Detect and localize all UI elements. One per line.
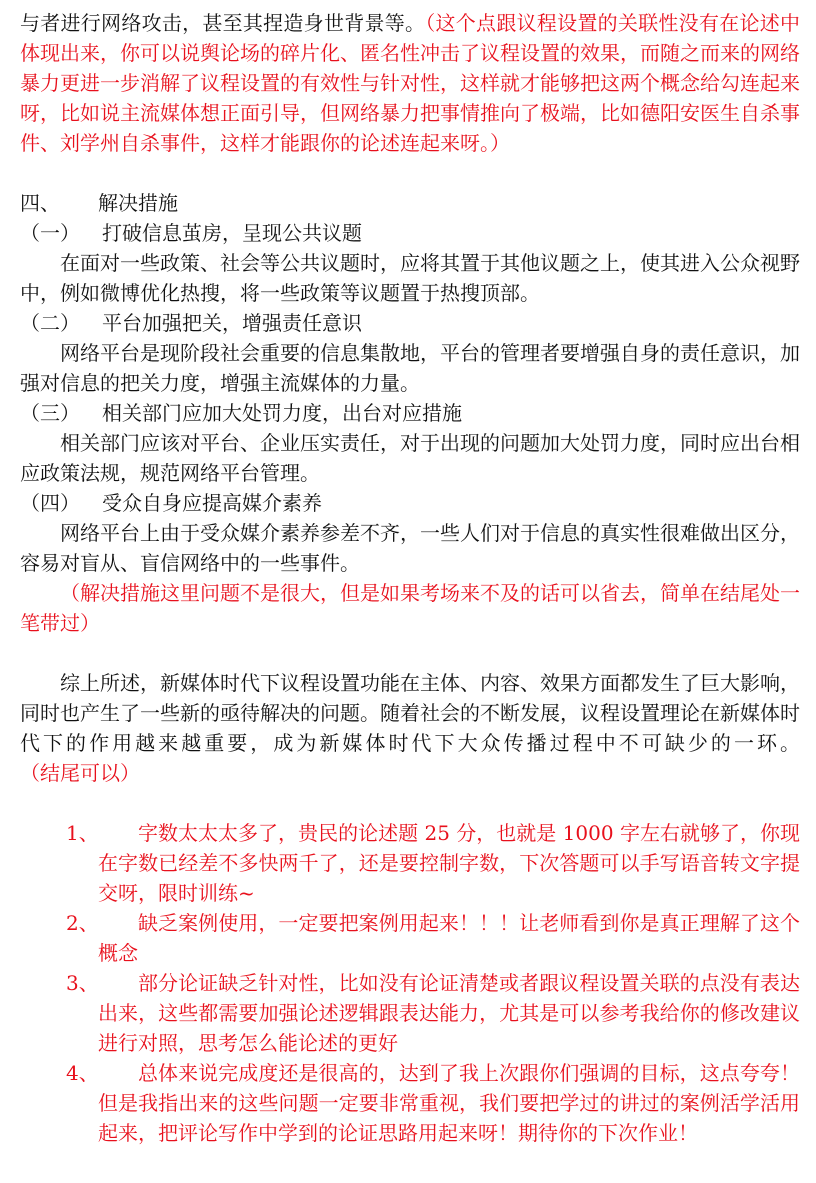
subsection-number: （一） [20, 221, 80, 245]
spacer [20, 158, 800, 188]
document-page [20, 8, 800, 1148]
feedback-item [20, 818, 800, 908]
subsection-title: 打破信息茧房，呈现公共议题 [102, 221, 362, 245]
spacer [20, 638, 800, 668]
subsection-heading [20, 398, 800, 428]
feedback-item [20, 968, 800, 1058]
feedback-number: 2、 [66, 911, 99, 935]
subsection-number: （三） [20, 401, 80, 425]
intro-text: 与者进行网络攻击，甚至其捏造身世背景等。 [20, 11, 426, 35]
feedback-text: 字数太太太多了，贵民的论述题 25 分，也就是 1000 字左右就够了，你现在字数已经差不多快两千了，还是要控制字数，下次答题可以手写语音转文字提交呀，限时训练~ [98, 821, 800, 905]
subsection-heading [20, 218, 800, 248]
feedback-item [20, 1058, 800, 1148]
subsection-number: （四） [20, 491, 80, 515]
teacher-comment-intro: （这个点跟议程设置的关联性没有在论述中体现出来，你可以说舆论场的碎片化、匿名性冲击了议程设置的效果，而随之而来的网络暴力更进一步消解了议程设置的有效性与针对性，这样就才能够把这两个概念给勾连起来呀，比如说主流媒体想正面引导，但网络暴力把事情推向了极端，比如德阳安医生自杀事件、刘学州自杀事件，这样才能跟你的论述连起来呀。） [20, 11, 801, 155]
feedback-text: 部分论证缺乏针对性，比如没有论证清楚或者跟议程设置关联的点没有表达出来，这些都需要加强论述逻辑跟表达能力，尤其是可以参考我给你的修改建议进行对照，思考怎么能论述的更好 [98, 971, 800, 1055]
teacher-comment-conclusion: （结尾可以） [20, 761, 140, 785]
subsection-number: （二） [20, 311, 80, 335]
subsection-heading [20, 308, 800, 338]
feedback-text: 缺乏案例使用，一定要把案例用起来！！！让老师看到你是真正理解了这个概念 [98, 911, 800, 965]
section-number: 四、 [20, 191, 60, 215]
subsection-title: 相关部门应加大处罚力度，出台对应措施 [102, 401, 462, 425]
feedback-number: 1、 [66, 821, 99, 845]
subsection-body: 网络平台上由于受众媒介素养参差不齐，一些人们对于信息的真实性很难做出区分，容易对盲从、盲信网络中的一些事件。 [20, 521, 800, 575]
feedback-number: 4、 [66, 1061, 99, 1085]
intro-paragraph [20, 8, 800, 158]
feedback-item [20, 908, 800, 968]
subsection-title: 受众自身应提高媒介素养 [102, 491, 322, 515]
feedback-list [20, 818, 800, 1148]
feedback-number: 3、 [66, 971, 99, 995]
teacher-comment-measures: （解决措施这里问题不是很大，但是如果考场来不及的话可以省去，简单在结尾处一笔带过） [20, 581, 800, 635]
subsection-title: 平台加强把关，增强责任意识 [102, 311, 362, 335]
spacer [20, 788, 800, 818]
subsection-heading [20, 488, 800, 518]
section-heading [20, 188, 800, 218]
subsection-body: 网络平台是现阶段社会重要的信息集散地，平台的管理者要增强自身的责任意识，加强对信息的把关力度，增强主流媒体的力量。 [20, 341, 800, 395]
subsection-body: 在面对一些政策、社会等公共议题时，应将其置于其他议题之上，使其进入公众视野中，例如微博优化热搜，将一些政策等议题置于热搜顶部。 [20, 251, 800, 305]
conclusion-text: 综上所述，新媒体时代下议程设置功能在主体、内容、效果方面都发生了巨大影响，同时也产生了一些新的亟待解决的问题。随着社会的不断发展，议程设置理论在新媒体时代下的作用越来越重要，成为新媒体时代下大众传播过程中不可缺少的一环。 [20, 671, 800, 755]
feedback-text: 总体来说完成度还是很高的，达到了我上次跟你们强调的目标，这点夸夸！但是我指出来的这些问题一定要非常重视，我们要把学过的讲过的案例活学活用起来，把评论写作中学到的论证思路用起来呀！期待你的下次作业！ [98, 1061, 800, 1145]
section-title: 解决措施 [98, 191, 178, 215]
conclusion-paragraph [20, 668, 800, 788]
subsection-body: 相关部门应该对平台、企业压实责任，对于出现的问题加大处罚力度，同时应出台相应政策法规，规范网络平台管理。 [20, 431, 800, 485]
